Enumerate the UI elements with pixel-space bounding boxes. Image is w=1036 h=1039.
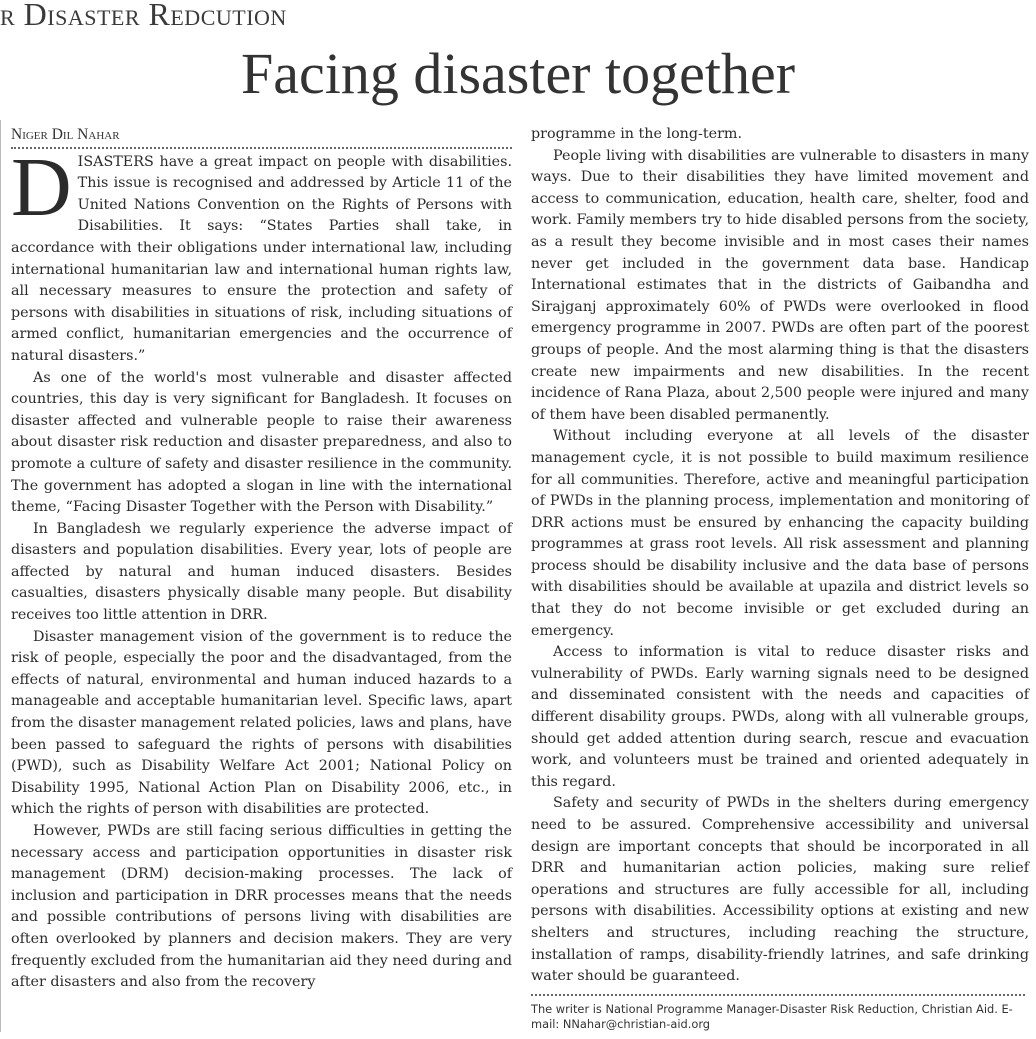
article-paragraph: Access to information is vital to reduce disaster risks and vulnerability of PWDs. Early warning signals need to be designed and disseminated consistent with the needs and capacities of different disability groups. PWDs, along with all vulnerable groups, should get added attention during search, rescue and evacuation work, and volunteers must be trained and oriented adequately in this regard.	[531, 644, 1029, 790]
footnote-divider	[531, 994, 1025, 996]
article-paragraph: Without including everyone at all levels of the disaster management cycle, it is not possible to build maximum resilience for all communities. Therefore, active and meaningful participation of PWDs in the planning process, implementation and monitoring of DRR actions must be ensured by enhancing the capacity building programmes at grass root levels. All risk assessment and planning process should be disability inclusive and the data base of persons with disabilities should be available at upazila and district levels so that they do not become invisible or get excluded during an emergency.	[531, 428, 1029, 639]
article-column-left	[11, 124, 512, 994]
paragraph-text: ISASTERS have a great impact on people with disabilities. This issue is recognised and addressed by Article 11 of the United Nations Convention on the Rights of Persons with Disabilities. It says: “States Parties shall take, in accordance with their obligations under international law, including international humanitarian law and international human rights law, all necessary measures to ensure the protection and safety of persons with disabilities in situations of risk, including situations of armed conflict, humanitarian emergencies and the occurrence of natural disasters.”	[11, 153, 512, 364]
section-label: r Disaster Redcution	[0, 0, 287, 32]
article-headline: Facing disaster together	[240, 41, 796, 106]
article-column-right	[531, 124, 1029, 1032]
article-paragraph: People living with disabilities are vulnerable to disasters in many ways. Due to their disabilities they have limited movement and access to communication, education, health care, shelter, food and work. Family members try to hide disabled persons from the society, as a result they become invisible and in most cases their names never get included in the government data base. Handicap International estimates that in the districts of Gaibandha and Sirajganj approximately 60% of PWDs were overlooked in flood emergency programme in 2007. PWDs are often part of the poorest groups of people. And the most alarming thing is that the disasters create new impairments and new disabilities. In the recent incidence of Rana Plaza, about 2,500 people were injured and many of them have been disabled permanently.	[531, 147, 1029, 423]
article-paragraph: As one of the world's most vulnerable and disaster affected countries, this day is very significant for Bangladesh. It focuses on disaster affected and vulnerable people to raise their awareness about disaster risk reduction and disaster preparedness, and also to promote a culture of safety and disaster resilience in the community. The government has adopted a slogan in line with the international theme, “Facing Disaster Together with the Person with Disability.”	[11, 369, 512, 516]
article-paragraph: Disaster management vision of the government is to reduce the risk of people, especially the poor and the disadvantaged, from the effects of natural, environmental and human induced hazards to a manageable and acceptable humanitarian level. Specific laws, apart from the disaster management related policies, laws and plans, have been passed to safeguard the rights of persons with disabilities (PWD), such as Disability Welfare Act 2001; National Policy on Disability 1995, National Action Plan on Disability 2006, etc., in which the rights of person with disabilities are protected.	[11, 628, 512, 818]
drop-cap: D	[11, 140, 72, 234]
article-paragraph: Safety and security of PWDs in the shelters during emergency need to be assured. Comprehensive accessibility and universal design are important concepts that should be incorporated in all DRR and humanitarian action policies, making sure relief operations and structures are fully accessible for all, including persons with disabilities. Accessibility options at existing and new shelters and structures, including reaching the structure, installation of ramps, disability-friendly latrines, and safe drinking water should be guaranteed.	[531, 795, 1029, 985]
article-paragraph: programme in the long-term.	[531, 126, 743, 142]
article-paragraph: However, PWDs are still facing serious difficulties in getting the necessary access and participation opportunities in disaster risk management (DRM) decision-making processes. The lack of inclusion and participation in DRR processes means that the needs and possible contributions of persons living with disabilities are often overlooked by planners and decision makers. They are very frequently excluded from the humanitarian aid they need during and after disasters and also from the recovery	[11, 823, 512, 991]
article-paragraph	[11, 140, 512, 368]
author-footnote: The writer is National Programme Manager-Disaster Risk Reduction, Christian Aid. E-mail: NNahar@christian-aid.org	[531, 1001, 1013, 1031]
column-rule	[0, 120, 1, 1032]
byline: Niger Dil Nahar	[11, 124, 512, 149]
article-paragraph: In Bangladesh we regularly experience the adverse impact of disasters and population disabilities. Every year, lots of people are affected by natural and human induced disasters. Besides casualties, disasters physically disable many people. But disability receives too little attention in DRR.	[11, 520, 512, 624]
